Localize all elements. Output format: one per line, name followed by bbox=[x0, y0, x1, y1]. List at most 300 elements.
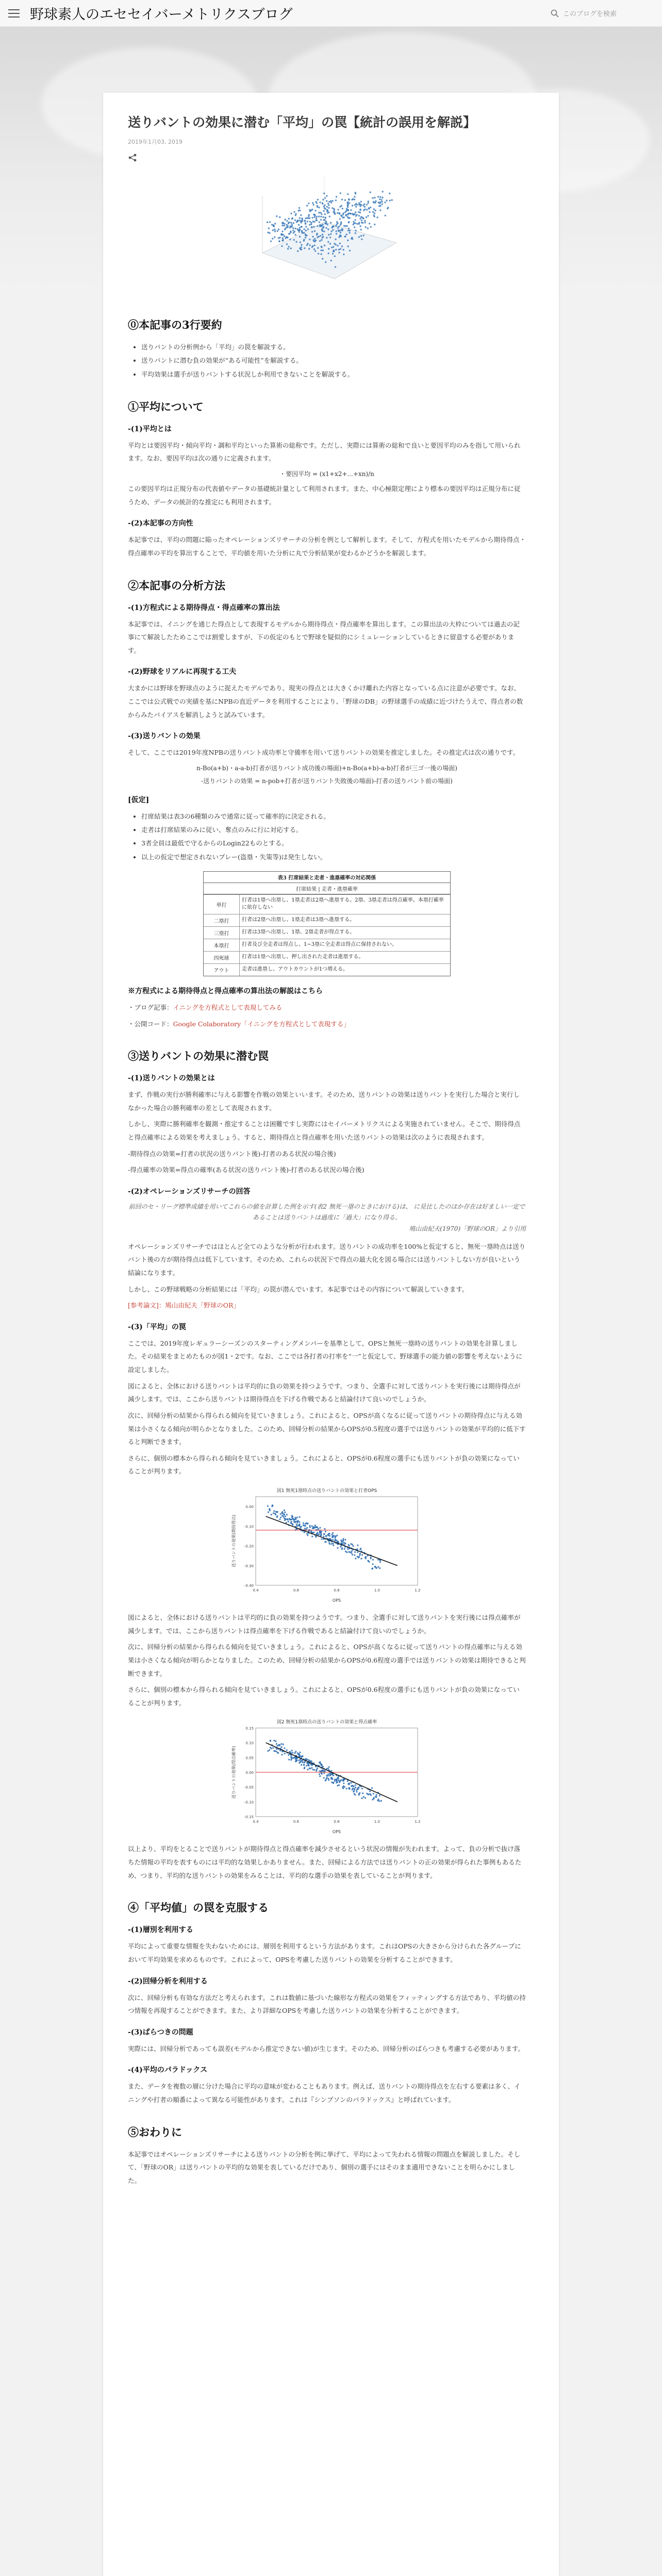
plot-point bbox=[293, 239, 295, 241]
data-point bbox=[362, 1793, 363, 1794]
data-point bbox=[310, 1531, 312, 1532]
plot-point bbox=[308, 202, 309, 204]
plot-point bbox=[326, 237, 327, 239]
data-point bbox=[337, 1547, 338, 1549]
blog-article-link[interactable]: イニングを方程式として表現してみる bbox=[173, 1003, 283, 1011]
paragraph: -期待得点の効果=打者の状況の送りバント後)-打者のある状況の場合後) bbox=[128, 1149, 336, 1158]
list-item: • 3者全員は最低で守るからのLogin22ものとする。 bbox=[141, 837, 526, 850]
data-point bbox=[342, 1539, 344, 1541]
post-card bbox=[103, 93, 559, 2576]
plot-point bbox=[267, 222, 268, 223]
plot-point bbox=[317, 205, 318, 207]
plot-point bbox=[355, 232, 356, 234]
formula: -送りバントの効果 = n-pob+打者が送りバント失敗後の場面)-打者の送りバント前の場面) bbox=[201, 777, 453, 785]
plot-point bbox=[288, 218, 289, 219]
colab-link[interactable]: Google Colaboratory「イニングを方程式として表現する」 bbox=[173, 1020, 350, 1028]
plot-point bbox=[326, 224, 328, 225]
plot-point bbox=[281, 245, 283, 247]
list-item: • 平均効果は選手が送りバントする状況しか利用できないことを解説する。 bbox=[141, 368, 526, 381]
plot-point bbox=[330, 233, 332, 235]
x-tick-label: 0.8 bbox=[334, 1588, 340, 1593]
plot-point bbox=[374, 224, 375, 225]
plot-point bbox=[377, 196, 379, 197]
plot-point bbox=[349, 232, 350, 233]
data-point bbox=[352, 1554, 353, 1555]
data-point bbox=[334, 1535, 335, 1537]
data-point bbox=[307, 1523, 308, 1524]
plot-point bbox=[336, 196, 337, 197]
plot-point bbox=[305, 230, 307, 231]
plot-point bbox=[278, 229, 279, 230]
plot-point bbox=[358, 222, 360, 224]
plot-point bbox=[317, 225, 318, 227]
data-point bbox=[304, 1762, 305, 1764]
share-icon[interactable] bbox=[128, 153, 137, 162]
plot-point bbox=[300, 222, 302, 223]
data-point bbox=[329, 1535, 330, 1536]
summary-list bbox=[141, 341, 526, 381]
data-point bbox=[302, 1762, 303, 1764]
plot-point bbox=[323, 231, 325, 232]
plot-point bbox=[293, 211, 295, 213]
plot-point bbox=[301, 249, 302, 250]
plot-point bbox=[347, 246, 349, 247]
y-tick-label: 0.05 bbox=[245, 1756, 254, 1760]
subheading: -(2)オペレーションズリサーチの回答 bbox=[128, 1187, 251, 1196]
data-point bbox=[315, 1527, 316, 1528]
data-point bbox=[270, 1747, 271, 1749]
plot-point bbox=[325, 217, 326, 218]
table-cell: 二塁打 bbox=[204, 914, 240, 926]
plot-point bbox=[316, 216, 318, 217]
data-point bbox=[345, 1543, 346, 1545]
plot-point bbox=[351, 199, 353, 200]
data-point bbox=[344, 1548, 345, 1550]
list-item: • 走者は打席結果のみに従い、奪点のみに行に対応する。 bbox=[141, 823, 526, 837]
y-axis-label: 送りバントの効果(得点確率) bbox=[231, 1746, 236, 1799]
plot-point bbox=[286, 224, 287, 226]
data-point bbox=[309, 1768, 310, 1769]
data-point bbox=[315, 1536, 317, 1537]
plot-point bbox=[280, 233, 282, 235]
table-cell: 打者は1塁へ出塁し、1塁走者は2塁へ進塁する。2塁、3塁走者は得点確率。本塁打確率に依存しない bbox=[242, 897, 444, 911]
plot-point bbox=[299, 229, 301, 231]
plot-point bbox=[362, 218, 364, 219]
plot-point bbox=[297, 250, 299, 252]
list-item: • 送りバントに潜む負の効果が“ある可能性”を解説する。 bbox=[141, 354, 526, 367]
data-point bbox=[319, 1773, 320, 1775]
plot-point bbox=[309, 210, 311, 212]
table-cell: 打者は1塁へ出塁し、押し出された走者は進塁する。 bbox=[242, 954, 364, 960]
plot-point bbox=[313, 226, 315, 227]
plot-point bbox=[367, 227, 369, 229]
plot-point bbox=[344, 211, 346, 213]
table-row bbox=[204, 926, 450, 939]
table-cell: 打者及び全走者は得点し、1~3塁に全走者は得点に保持されない。 bbox=[242, 941, 398, 947]
plot-point bbox=[337, 245, 338, 246]
plot-point bbox=[326, 195, 327, 197]
subheading: -(1)送りバントの効果とは bbox=[128, 1074, 215, 1083]
data-point bbox=[372, 1563, 374, 1565]
plot-point bbox=[295, 241, 297, 243]
result-table bbox=[203, 871, 451, 976]
x-tick-label: 1.0 bbox=[374, 1588, 380, 1593]
paragraph: ここでは、2019年度レギュラーシーズンのスターティングメンバーを基準として、OPSと無死一塁時の送りバントの効果を計算しました。その結果をまとめたものが図1・2です。なお、ここでは各打者の打率を“一”と仮定して、野球選手の能力値の影響を考えないように設定しました。 bbox=[128, 1339, 522, 1374]
plot-point bbox=[327, 229, 329, 230]
plot-point bbox=[359, 218, 361, 219]
data-point bbox=[365, 1798, 366, 1799]
plot-point bbox=[381, 201, 383, 202]
plot-point bbox=[308, 215, 309, 217]
plot-point bbox=[322, 236, 324, 238]
data-point bbox=[282, 1751, 283, 1753]
data-point bbox=[286, 1522, 287, 1523]
menu-icon[interactable] bbox=[8, 9, 20, 18]
plot-point bbox=[338, 252, 340, 253]
plot-point bbox=[368, 200, 369, 202]
plot-point bbox=[313, 221, 315, 223]
paragraph: まず、作戦の実行が勝利確率に与える影響を作戦の効果といいます。そのため、送りバントの効果は送りバントを実行した場合と実行しなかった場合の勝利確率の差として表現されます。 bbox=[128, 1091, 520, 1112]
data-point bbox=[285, 1516, 286, 1517]
data-point bbox=[301, 1756, 302, 1758]
plot-point bbox=[324, 213, 326, 215]
plot-point bbox=[324, 205, 325, 206]
data-point bbox=[347, 1781, 349, 1782]
data-point bbox=[319, 1530, 321, 1532]
data-point bbox=[361, 1788, 363, 1789]
reference-link[interactable]: [参考論文]：鳩山由紀夫「野球のOR」 bbox=[128, 1301, 240, 1310]
subheading: -(2)野球をリアルに再現する工夫 bbox=[128, 668, 237, 676]
plot-point bbox=[321, 239, 322, 241]
plot-point bbox=[319, 222, 320, 223]
data-point bbox=[378, 1801, 380, 1802]
plot-point bbox=[333, 225, 335, 227]
data-point bbox=[340, 1780, 341, 1782]
data-point bbox=[307, 1762, 308, 1764]
paragraph: 図によると、全体における送りバントは平均的に負の効果を持つようです。つまり、全選手に対して送りバントを実行後には期待得点が減少します。では、ここから送りバントは期待得点を下げる作戦であると結論付けて良いのでしょうか。 bbox=[128, 1382, 521, 1403]
plot-point bbox=[344, 199, 346, 201]
plot-point bbox=[295, 234, 296, 235]
plot-point bbox=[326, 200, 327, 201]
data-point bbox=[282, 1511, 283, 1513]
plot-point bbox=[330, 202, 332, 204]
data-point bbox=[353, 1545, 354, 1547]
plot-point bbox=[288, 246, 289, 247]
chart-title: 図1 無死1塁時点の送りバントの効果と打者OPS bbox=[276, 1488, 377, 1494]
plot-point bbox=[312, 202, 313, 204]
data-point bbox=[296, 1517, 298, 1518]
plot-point bbox=[354, 213, 355, 215]
blog-title[interactable]: 野球素人のエセセイバーメトリクスブログ bbox=[30, 7, 293, 23]
plot-point bbox=[331, 247, 333, 248]
data-point bbox=[377, 1799, 379, 1801]
plot-point bbox=[339, 234, 341, 236]
data-point bbox=[288, 1754, 289, 1756]
plot-point bbox=[315, 201, 317, 202]
plot-point bbox=[329, 243, 331, 245]
plot-point bbox=[332, 253, 334, 255]
plot-point bbox=[339, 213, 340, 214]
plot-point bbox=[335, 239, 336, 240]
plot-point bbox=[360, 225, 361, 227]
plot-point bbox=[352, 213, 353, 214]
data-point bbox=[275, 1741, 276, 1742]
plot-point bbox=[349, 250, 351, 251]
data-point bbox=[370, 1794, 372, 1796]
link-label: ・公開コード： bbox=[128, 1020, 173, 1028]
plot-point bbox=[382, 191, 383, 192]
data-point bbox=[341, 1543, 342, 1544]
plot-point bbox=[332, 200, 334, 201]
plot-point bbox=[297, 229, 299, 231]
table-cell: アウト bbox=[204, 964, 240, 976]
plot-point bbox=[327, 241, 329, 243]
plot-point bbox=[325, 261, 326, 263]
plot-point bbox=[309, 239, 310, 240]
data-point bbox=[322, 1766, 324, 1768]
eyecatch-3d-plot bbox=[242, 176, 412, 299]
plot-point bbox=[318, 235, 320, 237]
data-point bbox=[283, 1744, 284, 1745]
data-point bbox=[275, 1514, 276, 1515]
plot-point bbox=[389, 193, 390, 194]
plot-point bbox=[300, 214, 302, 216]
quote-source: 鳩山由紀夫(1970)「野球のOR」より引用 bbox=[409, 1225, 526, 1233]
data-point bbox=[363, 1797, 365, 1798]
plot-point bbox=[335, 230, 337, 232]
plot-point bbox=[279, 216, 280, 218]
search-icon[interactable] bbox=[551, 9, 559, 18]
link-line bbox=[128, 1018, 526, 1031]
plot-point bbox=[287, 236, 288, 238]
data-point bbox=[379, 1567, 380, 1569]
plot-point bbox=[323, 219, 324, 221]
plot-point bbox=[342, 208, 343, 209]
formula: n-Bo(a+b)・a-a-b)打者が送りバント成功後の場面)+n-Bo(a+b)-a-b)打者が三ゴ一後の場面) bbox=[196, 764, 457, 772]
plot-point bbox=[299, 227, 301, 228]
plot-point bbox=[286, 243, 288, 245]
plot-point bbox=[348, 221, 350, 223]
section-2-heading: ②本記事の分析方法 bbox=[128, 579, 225, 592]
plot-point bbox=[352, 205, 353, 207]
data-point bbox=[328, 1780, 329, 1781]
data-point bbox=[327, 1774, 329, 1775]
plot-point bbox=[290, 231, 292, 233]
data-point bbox=[296, 1522, 298, 1523]
data-point bbox=[306, 1765, 307, 1767]
data-point bbox=[269, 1509, 270, 1510]
table-cell: 四死球 bbox=[204, 952, 240, 963]
plot-point bbox=[365, 226, 367, 228]
plot-point bbox=[326, 206, 328, 208]
plot-point bbox=[374, 197, 375, 198]
plot-point bbox=[299, 210, 301, 211]
plot-point bbox=[312, 236, 313, 238]
data-point bbox=[368, 1794, 369, 1795]
plot-point bbox=[337, 227, 339, 229]
x-tick-label: 0.8 bbox=[334, 1820, 340, 1824]
plot-point bbox=[291, 225, 293, 227]
data-point bbox=[305, 1525, 306, 1527]
plot-point bbox=[362, 234, 364, 236]
data-point bbox=[317, 1527, 318, 1528]
x-axis-label: OPS bbox=[332, 1829, 341, 1835]
plot-point bbox=[299, 231, 300, 233]
data-point bbox=[355, 1787, 356, 1789]
plot-point bbox=[311, 246, 313, 248]
data-point bbox=[333, 1545, 334, 1546]
plot-point bbox=[307, 228, 309, 230]
plot-point bbox=[366, 209, 368, 210]
data-point bbox=[293, 1757, 294, 1759]
plot-point bbox=[301, 231, 303, 233]
plot-point bbox=[329, 216, 330, 217]
table-caption: 表3 打席結果と走者・進塁確率の対応関係 bbox=[204, 872, 450, 883]
section-5-heading: ⑤おわりに bbox=[128, 2125, 182, 2139]
plot-point bbox=[316, 233, 318, 234]
plot-point bbox=[279, 236, 280, 238]
y-tick-label: -0.30 bbox=[244, 1564, 254, 1568]
plot-point bbox=[313, 248, 315, 250]
plot-point bbox=[374, 202, 376, 204]
data-point bbox=[375, 1797, 377, 1798]
data-point bbox=[292, 1523, 293, 1525]
data-point bbox=[373, 1797, 375, 1799]
search-box[interactable] bbox=[551, 8, 654, 18]
plot-point bbox=[364, 209, 366, 210]
plot-point bbox=[355, 211, 356, 213]
section-0-heading: ⓪本記事の3行要約 bbox=[128, 318, 222, 331]
paragraph: 本記事では、平均の問題に陥ったオペレーションズリサーチの分析を例として解析します。そして、方程式を用いたモデルから期待得点・得点確率の平均を算出することで、平均値を用いた分析に丸で分析結果が変わるかどうかを解説します。 bbox=[128, 536, 526, 557]
data-point bbox=[331, 1534, 333, 1535]
plot-point bbox=[290, 213, 292, 214]
plot-point bbox=[294, 219, 296, 221]
plot-point bbox=[277, 230, 278, 232]
plot-point bbox=[370, 192, 371, 193]
data-point bbox=[267, 1750, 269, 1752]
data-point bbox=[309, 1525, 310, 1527]
data-point bbox=[290, 1756, 292, 1758]
plot-point bbox=[362, 222, 363, 224]
plot-point bbox=[330, 231, 332, 232]
data-point bbox=[360, 1558, 362, 1560]
plot-point bbox=[290, 222, 292, 223]
plot-point bbox=[273, 224, 274, 226]
data-point bbox=[273, 1513, 274, 1514]
paragraph: 平均によって重要な情報を失わないためには、層別を利用するという方法があります。これはOPSの大きさから分けられた各グループにおいて平均効果を求めるものです。これによって、OPSを考慮した送りバントの効果を分析することができます。 bbox=[128, 1942, 521, 1963]
plot-point bbox=[300, 242, 301, 243]
data-point bbox=[282, 1513, 284, 1514]
plot-point bbox=[321, 225, 323, 227]
plot-point bbox=[364, 220, 366, 222]
data-point bbox=[337, 1777, 338, 1779]
data-point bbox=[331, 1543, 333, 1545]
table-row bbox=[204, 963, 450, 976]
y-tick-label: 0.00 bbox=[245, 1505, 254, 1510]
data-point bbox=[286, 1750, 288, 1751]
plot-point bbox=[323, 193, 325, 194]
plot-point bbox=[385, 215, 386, 216]
data-point bbox=[311, 1526, 313, 1527]
data-point bbox=[354, 1788, 355, 1790]
data-point bbox=[312, 1769, 313, 1771]
table-row bbox=[204, 914, 450, 926]
data-point bbox=[340, 1539, 342, 1541]
plot-point bbox=[340, 192, 341, 194]
table-header: 打席結果 | 走者・進塁確率 bbox=[204, 883, 450, 894]
plot-point bbox=[304, 247, 305, 249]
data-point bbox=[306, 1533, 308, 1534]
data-point bbox=[370, 1557, 372, 1559]
data-point bbox=[325, 1536, 327, 1537]
plot-point bbox=[338, 249, 340, 250]
data-point bbox=[344, 1786, 345, 1788]
plot-point bbox=[327, 210, 328, 211]
plot-point bbox=[328, 248, 329, 249]
chart-title: 図2 無死1塁時点の送りバントの効果と得点確率 bbox=[276, 1720, 377, 1725]
plot-point bbox=[343, 249, 344, 250]
data-point bbox=[322, 1770, 323, 1771]
plot-point bbox=[317, 247, 319, 249]
data-point bbox=[357, 1545, 358, 1546]
plot-point bbox=[360, 235, 362, 236]
plot-point bbox=[272, 229, 274, 231]
plot-point bbox=[329, 236, 331, 238]
plot-point bbox=[337, 212, 338, 214]
plot-point bbox=[316, 219, 318, 221]
x-tick-label: 1.2 bbox=[415, 1820, 421, 1824]
search-input[interactable]: このブログを検索 bbox=[563, 10, 617, 18]
plot-point bbox=[379, 198, 380, 200]
data-point bbox=[358, 1556, 360, 1557]
plot-point bbox=[364, 206, 366, 208]
paragraph: 図によると、全体における送りバントは平均的に負の効果を持つようです。つまり、全選手に対して送りバントを実行後には得点確率が減少します。では、ここから送りバントは得点確率を下げる作戦であると結論付けて良いのでしょうか。 bbox=[128, 1614, 521, 1635]
figure-1-scatter bbox=[229, 1485, 425, 1604]
plot-point bbox=[369, 223, 370, 224]
data-point bbox=[357, 1556, 358, 1557]
plot-point bbox=[373, 208, 375, 210]
plot-point bbox=[335, 225, 337, 227]
paragraph: 本記事では、イニングを通じた得点として表現するモデルから期待得点・得点確率を算出します。この算出法の大枠については過去の記事にて解説したためここでは割愛しますが、下の仮定のもとで野球を疑似的にシミュレーションしているときに留意する必要があります。 bbox=[128, 620, 520, 654]
plot-point bbox=[340, 248, 341, 250]
data-point bbox=[269, 1510, 271, 1511]
subheading: -(4)平均のパラドックス bbox=[128, 2066, 208, 2075]
y-tick-label: 0.00 bbox=[245, 1771, 254, 1775]
plot-point bbox=[274, 223, 276, 224]
plot-point bbox=[355, 193, 356, 194]
plot-point bbox=[288, 233, 290, 234]
plot-point bbox=[274, 236, 275, 238]
plot-point bbox=[359, 209, 361, 211]
plot-point bbox=[336, 233, 337, 234]
paragraph: しかし、実際に勝利確率を観測・推定することは困難ですし実際にはセイバーメトリクスによる実施されていません。そこで、期待得点と得点確率による効果を考えましょう。すると、期待得点と得点確率を用いた送りバントの効果は次のように表現されます。 bbox=[128, 1120, 521, 1141]
subheading: -(1)方程式による期待得点・得点確率の算出法 bbox=[128, 603, 280, 612]
plot-point bbox=[345, 214, 347, 215]
plot-point bbox=[268, 227, 270, 229]
data-point bbox=[294, 1752, 296, 1754]
plot-point bbox=[347, 204, 349, 206]
plot-point bbox=[311, 231, 313, 232]
data-point bbox=[324, 1533, 325, 1535]
data-point bbox=[299, 1753, 300, 1755]
plot-point bbox=[303, 240, 305, 242]
data-point bbox=[325, 1531, 326, 1532]
plot-point bbox=[305, 226, 307, 227]
plot-point bbox=[373, 201, 374, 202]
plot-point bbox=[284, 225, 285, 226]
table-cell: 三塁打 bbox=[204, 927, 240, 939]
link-line bbox=[128, 1001, 526, 1014]
